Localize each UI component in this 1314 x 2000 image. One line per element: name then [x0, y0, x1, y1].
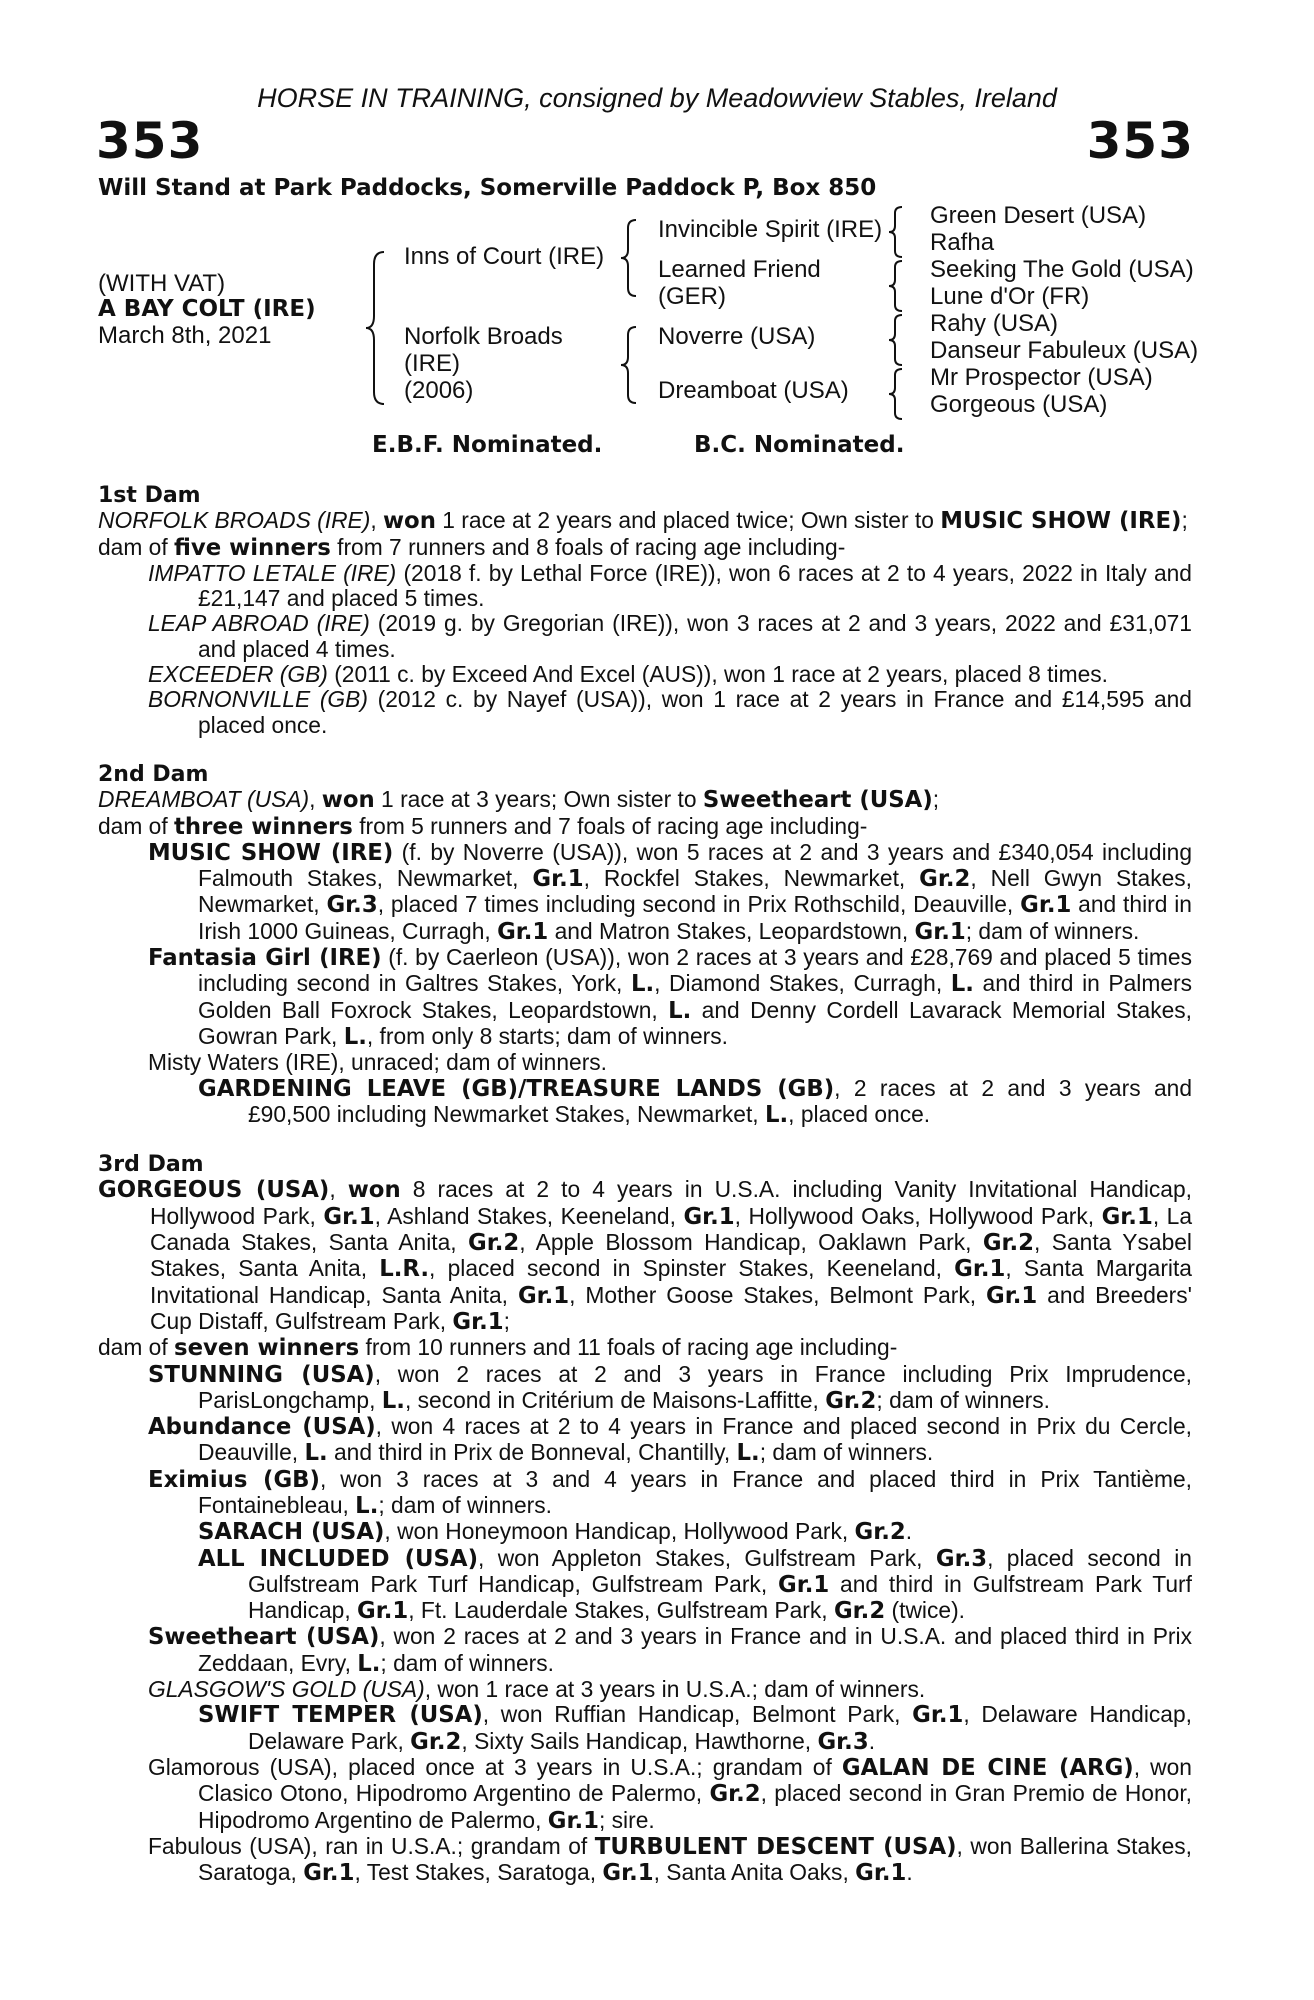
text-run: ,: [309, 786, 322, 813]
text-run: from 10 runners and 11 foals of racing age including-: [359, 1334, 898, 1361]
text-run: .: [906, 1859, 913, 1886]
bold-text-run: L.R.: [379, 1256, 430, 1283]
bold-text-run: Gr.1: [855, 1860, 907, 1887]
bold-text-run: L.: [304, 1440, 328, 1467]
bold-text-run: Gr.3: [326, 892, 378, 919]
bold-text-run: seven winners: [174, 1335, 360, 1362]
text-run: , Delaware Handicap, Delaware Park,: [248, 1701, 1192, 1754]
stable-location: Will Stand at Park Paddocks, Somerville Paddock P, Box 850: [98, 175, 877, 201]
text-run: Glamorous (USA), placed once at 3 years in U.S.A.; grandam of: [148, 1753, 842, 1780]
text-run: , Diamond Stakes, Curragh,: [654, 970, 951, 997]
bold-text-run: Gr.1: [323, 1203, 375, 1230]
pedigree-gen3-1: Green Desert (USA): [930, 202, 1147, 229]
text-run: and Denny Cordell Lavarack Memorial Stakes, Gowran Park,: [198, 996, 1192, 1049]
text-run: 8 races at 2 to 4 years in U.S.A. including Vanity Invitational Handicap, Hollywood Park,: [150, 1176, 1192, 1229]
text-run: (2012 c. by Nayef (USA)), won 1 race at 2 years in France and £14,595 and placed once.: [198, 686, 1192, 738]
text-run: from 7 runners and 8 foals of racing age including-: [330, 533, 846, 560]
text-run: , placed 7 times including second in Prix Rothschild, Deauville,: [377, 891, 1021, 918]
text-run: , won 4 races at 2 to 4 years in France and placed second in Prix du Cercle, Deauville,: [198, 1413, 1192, 1466]
pedigree-sire: Inns of Court (IRE): [404, 243, 605, 270]
first-dam-heading: 1st Dam: [98, 483, 201, 508]
text-run: (2018 f. by Lethal Force (IRE)), won 6 races at 2 to 4 years, 2022 in Italy and £21,147 and placed 5 times.: [198, 559, 1192, 612]
third-dam-produce-summary: [98, 1335, 1192, 1361]
text-run: , Hollywood Oaks, Hollywood Park,: [734, 1202, 1102, 1229]
bold-text-run: Sweetheart (USA): [148, 1624, 380, 1651]
bold-text-run: Gr.1: [532, 866, 584, 893]
bold-text-run: Gr.2: [709, 1781, 761, 1808]
text-run: , Test Stakes, Saratoga,: [354, 1859, 603, 1886]
text-run: Misty Waters (IRE), unraced; dam of winners.: [148, 1049, 608, 1076]
bold-text-run: TURBULENT DESCENT (USA): [594, 1833, 957, 1860]
bold-text-run: Gr.1: [986, 1282, 1038, 1309]
text-run: , Apple Blossom Handicap, Oaklawn Park,: [519, 1229, 983, 1256]
produce-entry: [98, 1076, 1192, 1129]
text-run: , won 2 races at 2 and 3 years in France and in U.S.A. and placed third in Prix Zeddaan, Evry,: [198, 1623, 1192, 1676]
bold-text-run: ALL INCLUDED (USA): [198, 1545, 478, 1572]
bold-text-run: L.: [668, 997, 692, 1024]
bold-text-run: Gr.2: [410, 1728, 462, 1755]
text-run: , Mother Goose Stakes, Belmont Park,: [569, 1281, 987, 1308]
pedigree-brace-ds: [886, 313, 908, 367]
pedigree-gen3-5: Rahy (USA): [930, 310, 1059, 337]
text-run: ,: [370, 507, 383, 534]
produce-entry: [98, 561, 1192, 612]
vat-note: (WITH VAT): [98, 270, 226, 297]
text-run: , 2 races at 2 and 3 years and £90,500 including Newmarket Stakes, Newmarket,: [248, 1074, 1192, 1127]
produce-entry: [98, 1050, 1192, 1075]
bold-text-run: Gr.2: [825, 1387, 877, 1414]
italic-text-run: EXCEEDER (GB): [148, 661, 328, 688]
text-run: (f. by Noverre (USA)), won 5 races at 2 and 3 years and £340,054 including Falmouth Stakes, Newmarket,: [198, 838, 1192, 892]
second-dam-heading: 2nd Dam: [98, 761, 209, 787]
text-run: ; dam of winners.: [380, 1649, 555, 1676]
pedigree-gen3-4: Lune d'Or (FR): [930, 283, 1090, 310]
bold-text-run: Sweetheart (USA): [702, 787, 933, 814]
pedigree-sire-dam-line2: (GER): [658, 283, 726, 310]
bold-text-run: MUSIC SHOW (IRE): [940, 508, 1182, 535]
text-run: , won 3 races at 3 and 4 years in France and placed third in Prix Tantième, Fontainebleau,: [198, 1465, 1192, 1518]
pedigree-gen3-3: Seeking The Gold (USA): [930, 256, 1194, 283]
italic-text-run: GLASGOW'S GOLD (USA): [148, 1676, 425, 1703]
bold-text-run: Gr.1: [1101, 1203, 1153, 1230]
first-dam-entry: [98, 508, 1192, 534]
third-dam-heading: 3rd Dam: [98, 1152, 204, 1178]
text-run: , placed second in Gulfstream Park Turf Handicap, Gulfstream Park,: [248, 1544, 1192, 1597]
bold-text-run: L.: [381, 1387, 405, 1414]
produce-entry: [98, 1546, 1192, 1625]
italic-text-run: IMPATTO LETALE (IRE): [148, 559, 397, 586]
text-run: ,: [329, 1176, 348, 1203]
text-run: , won 2 races at 2 and 3 years in France including Prix Imprudence, ParisLongchamp,: [198, 1360, 1192, 1413]
pedigree-dam-line2: (IRE): [404, 350, 460, 377]
pedigree-dam-dam: Dreamboat (USA): [658, 377, 849, 404]
pedigree-dam-line3: (2006): [404, 377, 474, 404]
produce-entry: [98, 1702, 1192, 1755]
horse-name: A BAY COLT (IRE): [98, 296, 316, 322]
bold-text-run: won: [321, 787, 375, 814]
text-run: , Santa Anita Oaks,: [653, 1859, 856, 1886]
italic-text-run: BORNONVILLE (GB): [148, 686, 368, 713]
pedigree-gen3-8: Gorgeous (USA): [930, 391, 1108, 418]
text-run: , Ft. Lauderdale Stakes, Gulfstream Park,: [408, 1597, 834, 1624]
text-run: and Matron Stakes, Leopardstown,: [548, 917, 915, 944]
lot-number-right: 353: [1086, 112, 1194, 170]
text-run: Fabulous (USA), ran in U.S.A.; grandam of: [148, 1832, 595, 1859]
bold-text-run: SWIFT TEMPER (USA): [198, 1702, 483, 1729]
bold-text-run: MUSIC SHOW (IRE): [148, 839, 394, 866]
produce-entry: [98, 1624, 1192, 1677]
bold-text-run: L.: [343, 1023, 367, 1050]
text-run: ; dam of winners.: [759, 1439, 934, 1466]
text-run: and third in Palmers Golden Ball Foxrock Stakes, Leopardstown,: [198, 970, 1192, 1023]
produce-entry: [98, 1362, 1192, 1415]
text-run: , second in Critérium de Maisons-Laffitte,: [404, 1386, 826, 1413]
bold-text-run: Gr.1: [602, 1860, 654, 1887]
text-run: dam of: [98, 533, 175, 560]
bold-text-run: Gr.2: [982, 1230, 1035, 1257]
text-run: (twice).: [885, 1597, 965, 1624]
text-run: 1 race at 2 years and placed twice; Own sister to: [435, 507, 941, 534]
ebf-nomination: E.B.F. Nominated.: [372, 432, 603, 458]
bold-text-run: Fantasia Girl (IRE): [148, 945, 382, 972]
bold-text-run: Gr.3: [817, 1728, 869, 1755]
text-run: and third in Irish 1000 Guineas, Curragh,: [198, 891, 1192, 944]
text-run: .: [868, 1727, 876, 1754]
bold-text-run: won: [383, 508, 436, 535]
second-dam-entry: [98, 787, 1192, 813]
first-dam-produce-summary: [98, 535, 1192, 561]
text-run: from 5 runners and 7 foals of racing age including-: [352, 812, 868, 839]
bold-text-run: GORGEOUS (USA): [98, 1177, 330, 1204]
text-run: ; sire.: [598, 1806, 655, 1833]
text-run: , won Appleton Stakes, Gulfstream Park,: [478, 1544, 936, 1571]
text-run: , won Clasico Otono, Hipodromo Argentino de Palermo,: [198, 1753, 1192, 1807]
pedigree-dam-sire: Noverre (USA): [658, 323, 816, 350]
text-run: , Ashland Stakes, Keeneland,: [374, 1202, 684, 1229]
bold-text-run: Gr.1: [777, 1571, 830, 1598]
pedigree-dam-line1: Norfolk Broads: [404, 323, 563, 350]
bold-text-run: Gr.1: [683, 1203, 735, 1230]
text-run: , placed second in Gran Premio de Honor, Hipodromo Argentino de Palermo,: [198, 1780, 1192, 1833]
text-run: and third in Gulfstream Park Turf Handicap,: [248, 1570, 1192, 1624]
third-dam-entry: [98, 1177, 1192, 1335]
bold-text-run: Gr.2: [833, 1598, 886, 1625]
produce-entry: [98, 840, 1192, 945]
pedigree-sire-dam-line1: Learned Friend: [658, 256, 821, 283]
text-run: , placed once.: [788, 1100, 931, 1127]
bold-text-run: Gr.1: [912, 1702, 964, 1729]
text-run: ; dam of winners.: [378, 1491, 552, 1518]
text-run: , from only 8 starts; dam of winners.: [366, 1022, 728, 1049]
text-run: , Santa Ysabel Stakes, Santa Anita,: [150, 1229, 1192, 1282]
pedigree-brace-sire: [618, 218, 644, 298]
bold-text-run: Gr.2: [919, 866, 971, 893]
bold-text-run: Gr.1: [914, 918, 966, 945]
bold-text-run: Gr.1: [1020, 892, 1072, 919]
bold-text-run: L.: [736, 1440, 760, 1467]
bold-text-run: Gr.1: [954, 1256, 1006, 1283]
text-run: ;: [932, 786, 940, 813]
bc-nomination: B.C. Nominated.: [694, 432, 905, 458]
bold-text-run: GARDENING LEAVE (GB)/TREASURE LANDS (GB): [198, 1075, 835, 1102]
bold-text-run: Gr.3: [935, 1545, 988, 1572]
produce-entry: [98, 1755, 1192, 1834]
italic-text-run: LEAP ABROAD (IRE): [148, 610, 370, 637]
bold-text-run: L.: [357, 1650, 381, 1677]
produce-entry: [98, 1519, 1192, 1545]
produce-entry: [98, 1834, 1192, 1887]
bold-text-run: STUNNING (USA): [148, 1361, 375, 1388]
text-run: , Rockfel Stakes, Newmarket,: [583, 865, 920, 892]
text-run: , won Ballerina Stakes, Saratoga,: [198, 1832, 1193, 1886]
text-run: and third in Prix de Bonneval, Chantilly,: [327, 1439, 737, 1466]
text-run: (2019 g. by Gregorian (IRE)), won 3 races at 2 and 3 years, 2022 and £31,071 and placed 4 times.: [198, 610, 1192, 662]
pedigree-brace-main: [362, 250, 392, 406]
pedigree-brace-dam: [618, 325, 644, 405]
foaling-date: March 8th, 2021: [98, 322, 272, 349]
text-run: dam of: [98, 812, 175, 839]
lot-number-left: 353: [96, 112, 204, 170]
bold-text-run: Abundance (USA): [148, 1414, 376, 1441]
bold-text-run: Gr.1: [497, 918, 549, 945]
pedigree-gen3-6: Danseur Fabuleux (USA): [930, 337, 1199, 364]
dam-lines-body: [98, 483, 1192, 1886]
bold-text-run: L.: [630, 971, 655, 998]
pedigree-brace-dd: [886, 367, 908, 421]
produce-entry: [98, 1467, 1192, 1520]
bold-text-run: Eximius (GB): [148, 1466, 320, 1493]
produce-entry: [98, 1677, 1192, 1702]
bold-text-run: GALAN DE CINE (ARG): [841, 1754, 1134, 1781]
text-run: and Breeders' Cup Distaff, Gulfstream Park,: [150, 1281, 1192, 1334]
produce-entry: [98, 611, 1192, 662]
text-run: , won Ruffian Handicap, Belmont Park,: [482, 1701, 913, 1728]
bold-text-run: Gr.2: [467, 1230, 520, 1257]
bold-text-run: won: [347, 1177, 401, 1204]
text-run: ; dam of winners.: [965, 917, 1140, 944]
text-run: , placed second in Spinster Stakes, Keeneland,: [429, 1255, 955, 1282]
text-run: , won Honeymoon Handicap, Hollywood Park,: [384, 1518, 855, 1545]
text-run: (2011 c. by Exceed And Excel (AUS)), won 1 race at 2 years, placed 8 times.: [327, 661, 1108, 688]
bold-text-run: Gr.1: [303, 1860, 355, 1887]
bold-text-run: L.: [355, 1492, 379, 1519]
pedigree-gen3-2: Rafha: [930, 229, 995, 256]
bold-text-run: Gr.1: [357, 1598, 409, 1625]
pedigree-sire-sire: Invincible Spirit (IRE): [658, 216, 883, 243]
text-run: , Nell Gwyn Stakes, Newmarket,: [198, 865, 1192, 918]
italic-text-run: DREAMBOAT (USA): [98, 786, 310, 813]
produce-entry: [98, 1414, 1192, 1467]
text-run: , Santa Margarita Invitational Handicap, Santa Anita,: [150, 1255, 1192, 1308]
bold-text-run: Gr.2: [854, 1519, 906, 1546]
text-run: , Sixty Sails Handicap, Hawthorne,: [461, 1727, 818, 1754]
produce-entry: [98, 687, 1192, 738]
page-header-title: HORSE IN TRAINING, consigned by Meadowview Stables, Ireland: [257, 83, 1057, 113]
text-run: ;: [1181, 507, 1188, 534]
bold-text-run: five winners: [174, 534, 331, 561]
text-run: 1 race at 3 years; Own sister to: [374, 786, 703, 813]
produce-entry: [98, 945, 1192, 1050]
second-dam-produce-summary: [98, 814, 1192, 840]
bold-text-run: L.: [764, 1101, 789, 1128]
pedigree-brace-ss: [886, 205, 908, 259]
bold-text-run: SARACH (USA): [198, 1519, 385, 1546]
italic-text-run: NORFOLK BROADS (IRE): [98, 507, 371, 534]
pedigree-gen3-7: Mr Prospector (USA): [930, 364, 1153, 391]
text-run: , won 1 race at 3 years in U.S.A.; dam of winners.: [424, 1676, 926, 1703]
pedigree-brace-sd: [886, 259, 908, 313]
bold-text-run: Gr.1: [452, 1308, 504, 1335]
text-run: , La Canada Stakes, Santa Anita,: [150, 1202, 1192, 1256]
bold-text-run: Gr.1: [547, 1807, 599, 1834]
text-run: (f. by Caerleon (USA)), won 2 races at 3 years and £28,769 and placed 5 times including second in Galtres Stakes, York,: [198, 944, 1192, 997]
text-run: dam of: [98, 1334, 175, 1361]
text-run: .: [905, 1518, 913, 1545]
bold-text-run: Gr.1: [517, 1282, 570, 1309]
bold-text-run: three winners: [174, 813, 353, 840]
text-run: ; dam of winners.: [876, 1386, 1051, 1413]
produce-entry: [98, 662, 1192, 687]
text-run: ;: [503, 1307, 510, 1334]
bold-text-run: L.: [950, 971, 974, 998]
